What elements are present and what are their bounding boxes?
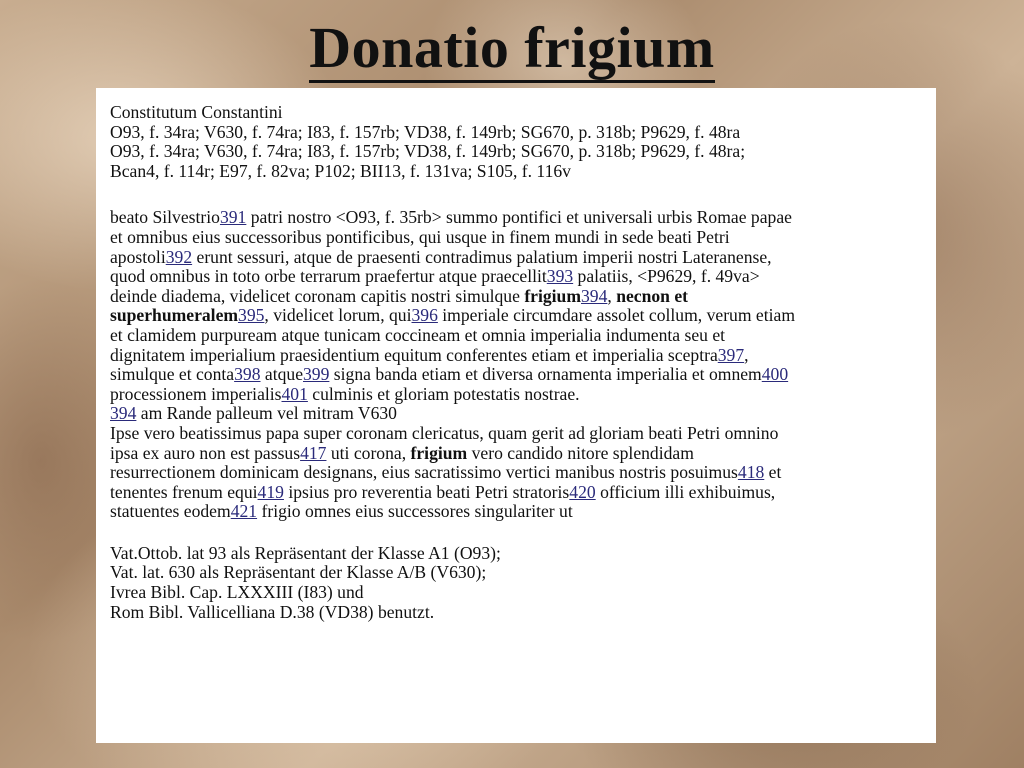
text-run: , [607, 285, 617, 306]
text-line [110, 463, 926, 483]
footnote-link[interactable]: 396 [411, 305, 438, 326]
footnote-link[interactable]: 401 [281, 383, 308, 404]
text-line [110, 248, 926, 268]
footnote-link[interactable]: 397 [717, 344, 745, 365]
text-run: , videlicet lorum, qui [264, 305, 412, 326]
footer-line: Vat. lat. 630 als Repräsentant der Klasse A/B (V630); [110, 562, 487, 583]
header-line: O93, f. 34ra; V630, f. 74ra; I83, f. 157rb; VD38, f. 149rb; SG670, p. 318b; P9629, f. 48ra; [110, 141, 746, 162]
text-run: apostoli [110, 246, 166, 267]
footnote-link[interactable]: 394 [581, 285, 608, 306]
text-line [110, 208, 926, 228]
header-line: Bcan4, f. 114r; E97, f. 82va; P102; BII13, f. 131va; S105, f. 116v [110, 160, 571, 181]
text-run: et [764, 462, 782, 483]
text-line [110, 267, 926, 287]
text-run: et omnibus eius successoribus pontificibus, qui usque in finem mundi in sede beati Petri [110, 226, 730, 247]
text-run: palatiis, <P9629, f. 49va> [573, 266, 760, 287]
footnote-link[interactable]: 391 [219, 207, 247, 228]
footnote-link[interactable]: 398 [234, 364, 261, 385]
text-run: simulque et conta [110, 364, 235, 385]
footnote-link[interactable]: 419 [257, 481, 284, 502]
text-line [110, 326, 926, 346]
footnote-link[interactable]: 400 [761, 364, 789, 385]
header-line: Constitutum Constantini [110, 102, 283, 122]
footnote-link[interactable]: 421 [230, 501, 258, 522]
text-line [110, 404, 926, 424]
bold-term: frigium [410, 442, 468, 463]
text-run: signa banda etiam et diversa ornamenta imperialia et omnem [329, 364, 762, 385]
manuscript-sources-note [110, 544, 926, 622]
spacer [110, 522, 926, 544]
text-run: dignitatem imperialium praesidentium equitum conferentes etiam et imperialia sceptra [110, 344, 718, 365]
text-run: atque [260, 364, 303, 385]
text-run: frigio omnes eius successores singulariter ut [257, 501, 573, 522]
text-run: tenentes frenum equi [110, 481, 258, 502]
text-run: erunt sessuri, atque de praesenti contradimus palatium imperii nostri Lateranense, [192, 246, 772, 267]
slide-title-text: Donatio frigium [309, 15, 714, 83]
text-line [110, 306, 926, 326]
bold-term: superhumeralem [110, 305, 239, 326]
footnote-link[interactable]: 392 [165, 246, 193, 267]
text-run: ipsius pro reverentia beati Petri stratoris [283, 481, 570, 502]
text-line [110, 483, 926, 503]
text-line [110, 444, 926, 464]
text-run: quod omnibus in toto orbe terrarum praefertur atque praecellit [110, 266, 547, 287]
footnote-link[interactable]: 394 [110, 403, 137, 424]
footer-line: Ivrea Bibl. Cap. LXXXIII (I83) und [110, 582, 364, 603]
manuscript-header [110, 103, 926, 181]
text-run: officium illi exhibuimus, [595, 481, 776, 502]
text-run: vero candido nitore splendidam [467, 442, 694, 463]
text-line [110, 287, 926, 307]
footnote-link[interactable]: 395 [238, 305, 265, 326]
footnote-link[interactable]: 417 [300, 442, 327, 463]
spacer [110, 181, 926, 208]
text-line [110, 346, 926, 366]
text-run: statuentes eodem [110, 501, 231, 522]
text-run: culminis et gloriam potestatis nostrae. [307, 383, 580, 404]
text-run: ipsa ex auro non est passus [110, 442, 301, 463]
text-line [110, 228, 926, 248]
text-run: deinde diadema, videlicet coronam capitis nostri simulque [110, 285, 525, 306]
text-line [110, 365, 926, 385]
slide-title [0, 10, 1024, 86]
footnote-link[interactable]: 399 [303, 364, 330, 385]
text-line [110, 502, 926, 522]
footer-line: Rom Bibl. Vallicelliana D.38 (VD38) benutzt. [110, 601, 435, 622]
footnote-link[interactable]: 418 [737, 462, 765, 483]
bold-term: necnon et [616, 285, 689, 306]
text-line [110, 385, 926, 405]
document-scan [96, 88, 936, 743]
footnote-link[interactable]: 393 [546, 266, 574, 287]
text-run: resurrectionem dominicam designans, eius sacratissimo vertici manibus nostris posuimus [110, 462, 738, 483]
text-run: uti corona, [326, 442, 411, 463]
footnote-link[interactable]: 420 [569, 481, 596, 502]
text-run: Ipse vero beatissimus papa super coronam clericatus, quam gerit ad gloriam beati Petri omnino [110, 422, 779, 443]
text-run: beato Silvestrio [110, 207, 220, 228]
footer-line: Vat.Ottob. lat 93 als Repräsentant der Klasse A1 (O93); [110, 542, 501, 563]
text-run: , [744, 344, 749, 365]
text-run: processionem imperialis [110, 383, 282, 404]
header-line: O93, f. 34ra; V630, f. 74ra; I83, f. 157rb; VD38, f. 149rb; SG670, p. 318b; P9629, f. 48ra [110, 121, 741, 142]
text-line [110, 424, 926, 444]
bold-term: frigium [524, 285, 581, 306]
text-run: imperiale circumdare assolet collum, verum etiam [437, 305, 796, 326]
text-run: patri nostro <O93, f. 35rb> summo pontifici et universali urbis Romae papae [246, 207, 792, 228]
latin-text-body [110, 208, 926, 522]
text-run: et clamidem purpuream atque tunicam coccineam et omnia imperialia indumenta seu et [110, 324, 726, 345]
text-run: am Rande palleum vel mitram V630 [136, 403, 397, 424]
